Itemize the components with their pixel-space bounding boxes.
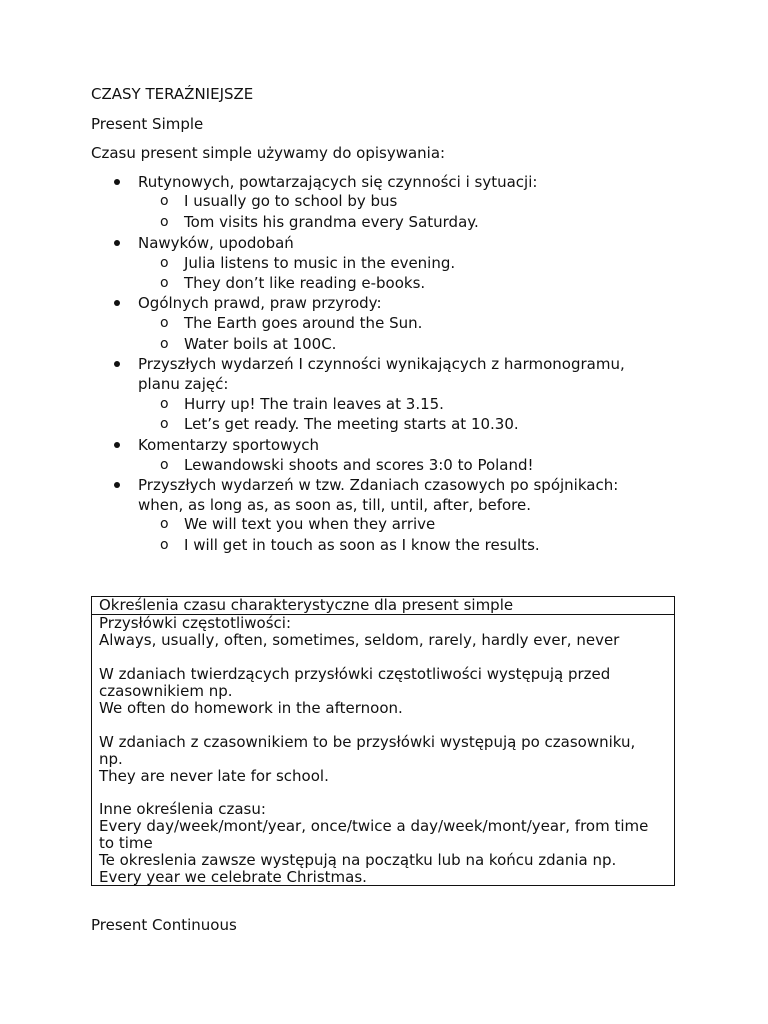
other-expressions-example: Every year we celebrate Christmas. (99, 868, 367, 886)
bullet-marker (112, 435, 122, 455)
other-expressions-line2: to time (99, 834, 153, 852)
example-item: Tom visits his grandma every Saturday. (184, 213, 479, 231)
sub-bullet-marker: o (160, 537, 169, 553)
time-expressions-table (91, 596, 675, 886)
example-item: Let’s get ready. The meeting starts at 10.30. (184, 415, 519, 433)
rule1-line1: W zdaniach twierdzących przysłówki częstotliwości występują przed (99, 665, 611, 683)
other-expressions-rule: Te okreslenia zawsze występują na początku lub na końcu zdania np. (99, 851, 617, 869)
bullet-marker (112, 172, 122, 192)
example-item: We will text you when they arrive (184, 515, 436, 533)
bullet-marker (112, 293, 122, 313)
table-header: Określenia czasu charakterystyczne dla present simple (99, 596, 514, 614)
rule2-line2: np. (99, 750, 123, 768)
bullet-marker (112, 354, 122, 374)
sub-bullet-marker: o (160, 416, 169, 432)
sub-bullet-marker: o (160, 516, 169, 532)
bullet-item-habits: Nawyków, upodobań (138, 234, 294, 252)
rule1-example: We often do homework in the afternoon. (99, 699, 403, 717)
rule2-line1: W zdaniach z czasownikiem to be przysłówki występują po czasowniku, (99, 733, 636, 751)
document-heading: CZASY TERAŹNIEJSZE (91, 85, 254, 103)
sub-bullet-marker: o (160, 214, 169, 230)
example-item: Water boils at 100C. (184, 335, 337, 353)
example-item: Julia listens to music in the evening. (184, 254, 456, 272)
example-item: The Earth goes around the Sun. (184, 314, 423, 332)
sub-bullet-marker: o (160, 275, 169, 291)
example-item: Hurry up! The train leaves at 3.15. (184, 395, 444, 413)
bullet-item-time-clauses-line1: Przyszłych wydarzeń w tzw. Zdaniach czasowych po spójnikach: (138, 476, 619, 494)
rule1-line2: czasownikiem np. (99, 682, 233, 700)
other-expressions-title: Inne określenia czasu: (99, 800, 266, 818)
other-expressions-line1: Every day/week/mont/year, once/twice a day/week/mont/year, from time (99, 817, 649, 835)
sub-bullet-marker: o (160, 336, 169, 352)
adverbs-list: Always, usually, often, sometimes, seldom, rarely, hardly ever, never (99, 631, 620, 649)
sub-bullet-marker: o (160, 255, 169, 271)
example-item: They don’t like reading e-books. (184, 274, 426, 292)
section-title-present-simple: Present Simple (91, 115, 204, 133)
bullet-item-schedules-line2: planu zajęć: (138, 375, 229, 393)
example-item: Lewandowski shoots and scores 3:0 to Poland! (184, 456, 534, 474)
sub-bullet-marker: o (160, 315, 169, 331)
bullet-marker (112, 233, 122, 253)
intro-paragraph: Czasu present simple używamy do opisywania: (91, 144, 446, 162)
sub-bullet-marker: o (160, 457, 169, 473)
bullet-item-time-clauses-line2: when, as long as, as soon as, till, until, after, before. (138, 496, 532, 514)
sub-bullet-marker: o (160, 193, 169, 209)
sub-bullet-marker: o (160, 396, 169, 412)
bullet-marker (112, 475, 122, 495)
rule2-example: They are never late for school. (99, 767, 329, 785)
section-title-present-continuous: Present Continuous (91, 916, 237, 934)
bullet-item-general-truths: Ogólnych prawd, praw przyrody: (138, 294, 382, 312)
adverbs-title: Przysłówki częstotliwości: (99, 614, 292, 632)
example-item: I will get in touch as soon as I know the results. (184, 536, 540, 554)
bullet-item-schedules-line1: Przyszłych wydarzeń I czynności wynikających z harmonogramu, (138, 355, 625, 373)
bullet-item-sports-commentary: Komentarzy sportowych (138, 436, 320, 454)
example-item: I usually go to school by bus (184, 192, 398, 210)
bullet-item-routines: Rutynowych, powtarzających się czynności i sytuacji: (138, 173, 538, 191)
